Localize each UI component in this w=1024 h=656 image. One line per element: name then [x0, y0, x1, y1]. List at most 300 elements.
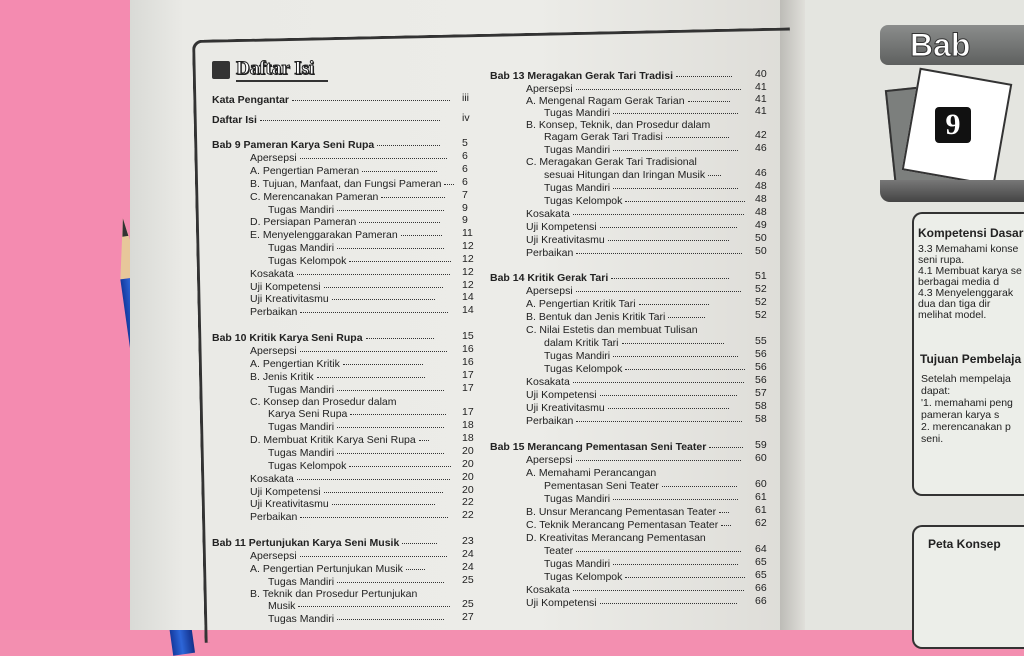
toc-entry-label: Tugas Mandiri [268, 204, 335, 216]
leader-dots [377, 145, 439, 146]
toc-page-number: 61 [755, 504, 767, 516]
toc-entry [268, 421, 444, 433]
toc-title-box [212, 58, 328, 82]
toc-entry-label: dalam Kritik Tari [544, 337, 619, 349]
toc-title: Daftar Isi [236, 58, 328, 82]
toc-page-number: 14 [462, 304, 474, 316]
leader-dots [292, 100, 450, 101]
leader-dots [350, 414, 446, 415]
toc-entry-label: D. Persiapan Pameran [250, 216, 357, 228]
toc-entry-label: Daftar Isi [212, 114, 257, 126]
toc-page-number: 61 [755, 491, 767, 503]
leader-dots [613, 188, 738, 189]
box-text-line: 4.3 Menyelenggarak [918, 287, 1014, 299]
toc-page-number: 5 [462, 137, 468, 149]
chapter-header [880, 25, 1020, 205]
leader-dots [297, 274, 450, 275]
pink-background [0, 0, 140, 630]
toc-page-number: 18 [462, 419, 474, 431]
toc-entry-label: Kosakata [526, 584, 570, 596]
toc-entry [250, 511, 448, 523]
toc-entry-label: Apersepsi [250, 152, 297, 164]
toc-entry [250, 588, 417, 600]
toc-entry-label: C. Nilai Estetis dan membuat Tulisan [526, 324, 698, 336]
toc-entry-label: Karya Seni Rupa [268, 408, 348, 420]
toc-page-number: 65 [755, 556, 767, 568]
toc-entry [250, 486, 443, 498]
leader-dots [300, 312, 448, 313]
toc-entry [526, 247, 742, 259]
toc-entry-label: E. Menyelenggarakan Pameran [250, 229, 398, 241]
leader-dots [260, 120, 440, 121]
toc-page-number: 58 [755, 413, 767, 425]
toc-page-number: 12 [462, 253, 474, 265]
toc-entry [526, 119, 710, 131]
leader-dots [300, 517, 448, 518]
toc-entry-label: Bab 15 Merancang Pementasan Seni Teater [490, 441, 707, 453]
toc-entry [526, 467, 656, 479]
toc-page-number: 59 [755, 439, 767, 451]
toc-entry [250, 345, 447, 357]
toc-entry-label: Uji Kompetensi [526, 597, 597, 609]
toc-entry-label: D. Membuat Kritik Karya Seni Rupa [250, 434, 416, 446]
leader-dots [317, 377, 425, 378]
leader-dots [362, 171, 437, 172]
leader-dots [611, 278, 729, 279]
toc-entry-label: C. Merencanakan Pameran [250, 191, 379, 203]
toc-entry [250, 306, 448, 318]
leader-dots [639, 304, 709, 305]
toc-entry-label: Teater [544, 545, 574, 557]
toc-page-number: 24 [462, 561, 474, 573]
toc-entry-label: A. Pengertian Kritik [250, 358, 340, 370]
leader-dots [444, 184, 454, 185]
toc-entry-label: Ragam Gerak Tari Tradisi [544, 131, 663, 143]
chapter-number: 9 [935, 107, 971, 143]
leader-dots [613, 499, 738, 500]
leader-dots [666, 137, 730, 138]
toc-entry-label: Tugas Mandiri [544, 144, 611, 156]
toc-entry [250, 178, 454, 190]
box-text-line: 2. merencanakan p [921, 421, 1011, 433]
leader-dots [332, 299, 435, 300]
toc-entry-label: Apersepsi [526, 285, 573, 297]
leader-dots [381, 197, 445, 198]
toc-entry-label: Apersepsi [250, 550, 297, 562]
toc-entry-label: Tugas Kelompok [544, 195, 623, 207]
toc-page-number: 25 [462, 598, 474, 610]
toc-entry-label: Tugas Kelompok [268, 460, 347, 472]
toc-entry-label: Tugas Mandiri [268, 613, 335, 625]
toc-page-number: 46 [755, 167, 767, 179]
toc-entry [526, 597, 737, 609]
box-text-line: dua dan tiga dir [918, 298, 991, 310]
toc-entry-label: Tugas Mandiri [268, 576, 335, 588]
leader-dots [600, 395, 738, 396]
toc-entry-label: Kata Pengantar [212, 94, 290, 106]
toc-entry [250, 281, 443, 293]
toc-page-number: 48 [755, 206, 767, 218]
toc-page-number: 6 [462, 150, 468, 162]
toc-page-number: 58 [755, 400, 767, 412]
toc-entry [268, 460, 451, 472]
toc-entry [250, 165, 437, 177]
toc-entry [268, 384, 444, 396]
toc-entry [544, 545, 741, 557]
box-text-line: seni rupa. [918, 254, 965, 266]
kompetensi-title: Kompetensi Dasar [918, 226, 1024, 240]
toc-entry [526, 415, 742, 427]
leader-dots [576, 291, 742, 292]
box-text-line: '1. memahami peng [921, 397, 1013, 409]
toc-page-number: iv [462, 112, 470, 124]
leader-dots [332, 504, 435, 505]
leader-dots [406, 569, 425, 570]
toc-page-number: 56 [755, 361, 767, 373]
box-text-line: seni. [921, 433, 944, 445]
leader-dots [576, 89, 742, 90]
toc-page-number: 12 [462, 279, 474, 291]
toc-entry-label: A. Pengertian Kritik Tari [526, 298, 636, 310]
toc-entry [250, 434, 429, 446]
toc-page-number: 48 [755, 180, 767, 192]
leader-dots [600, 603, 738, 604]
leader-dots [613, 356, 738, 357]
toc-entry [212, 139, 440, 151]
toc-entry-label: A. Mengenal Ragam Gerak Tarian [526, 95, 685, 107]
book-icon [212, 61, 230, 79]
leader-dots [298, 606, 450, 607]
leader-dots [402, 543, 436, 544]
toc-page-number: 51 [755, 270, 767, 282]
toc-entry-label: Uji Kreativitasmu [250, 293, 329, 305]
toc-entry [544, 131, 729, 143]
toc-entry-label: C. Meragakan Gerak Tari Tradisional [526, 156, 697, 168]
leader-dots [709, 447, 743, 448]
leader-dots [668, 317, 705, 318]
toc-entry-label: Tugas Mandiri [268, 384, 335, 396]
toc-entry-label: Apersepsi [526, 83, 573, 95]
toc-entry [212, 332, 434, 344]
toc-entry-label: Perbaikan [250, 511, 298, 523]
toc-page-number: 55 [755, 335, 767, 347]
toc-entry [250, 216, 440, 228]
toc-entry [250, 152, 447, 164]
toc-page-number: 49 [755, 219, 767, 231]
toc-entry [526, 285, 741, 297]
leader-dots [719, 512, 729, 513]
toc-page-number: iii [462, 92, 469, 104]
leader-dots [337, 427, 444, 428]
toc-entry-label: B. Tujuan, Manfaat, dan Fungsi Pameran [250, 178, 442, 190]
toc-entry [212, 537, 437, 549]
toc-entry [268, 600, 450, 612]
toc-page-number: 64 [755, 543, 767, 555]
leader-dots [337, 390, 444, 391]
toc-entry [526, 584, 744, 596]
toc-entry [526, 298, 709, 310]
toc-page-number: 52 [755, 309, 767, 321]
toc-page-number: 17 [462, 406, 474, 418]
toc-entry [490, 272, 729, 284]
leader-dots [676, 76, 732, 77]
leader-dots [349, 466, 451, 467]
toc-entry [544, 350, 738, 362]
toc-entry-label: A. Pengertian Pertunjukan Musik [250, 563, 403, 575]
toc-entry [268, 613, 444, 625]
leader-dots [625, 201, 745, 202]
leader-dots [324, 287, 444, 288]
toc-page-number: 20 [462, 484, 474, 496]
toc-entry-label: Perbaikan [526, 247, 574, 259]
toc-entry-label: C. Konsep dan Prosedur dalam [250, 396, 397, 408]
toc-entry [526, 221, 737, 233]
toc-page-number: 20 [462, 471, 474, 483]
leader-dots [337, 582, 444, 583]
toc-page-number: 56 [755, 348, 767, 360]
toc-page-number: 50 [755, 232, 767, 244]
leader-dots [576, 421, 742, 422]
toc-entry-label: Tugas Mandiri [268, 421, 335, 433]
chapter-base [880, 180, 1024, 202]
leader-dots [337, 210, 444, 211]
toc-entry [526, 402, 729, 414]
toc-entry [490, 70, 732, 82]
leader-dots [337, 248, 444, 249]
leader-dots [708, 175, 721, 176]
toc-entry [250, 293, 435, 305]
toc-page-number: 66 [755, 595, 767, 607]
toc-entry-label: Apersepsi [526, 454, 573, 466]
box-text-line: berbagai media d [918, 276, 1000, 288]
toc-page-number: 9 [462, 202, 468, 214]
toc-entry [250, 191, 445, 203]
toc-entry [544, 337, 724, 349]
leader-dots [366, 338, 434, 339]
toc-entry [490, 441, 743, 453]
leader-dots [608, 240, 729, 241]
tujuan-title: Tujuan Pembelaja [920, 352, 1022, 366]
toc-entry [526, 324, 698, 336]
toc-page-number: 27 [462, 611, 474, 623]
toc-page-number: 41 [755, 105, 767, 117]
toc-entry-label: Kosakata [526, 376, 570, 388]
toc-entry [544, 493, 738, 505]
toc-page-number: 17 [462, 369, 474, 381]
toc-page-number: 24 [462, 548, 474, 560]
toc-entry-label: A. Memahami Perancangan [526, 467, 657, 479]
leader-dots [300, 556, 448, 557]
toc-entry [526, 156, 697, 168]
leader-dots [573, 382, 744, 383]
toc-entry-label: Perbaikan [250, 306, 298, 318]
toc-entry-label: Tugas Kelompok [268, 255, 347, 267]
toc-entry [250, 229, 442, 241]
leader-dots [300, 351, 448, 352]
chapter-word: Bab [910, 27, 971, 63]
toc-entry [544, 107, 738, 119]
toc-entry-label: Perbaikan [526, 415, 574, 427]
leader-dots [622, 343, 725, 344]
toc-entry [544, 480, 737, 492]
leader-dots [625, 577, 745, 578]
toc-entry [526, 532, 706, 544]
toc-page-number: 62 [755, 517, 767, 529]
toc-page-number: 48 [755, 193, 767, 205]
leader-dots [613, 564, 738, 565]
leader-dots [337, 619, 444, 620]
toc-page-number: 16 [462, 356, 474, 368]
toc-page-number: 65 [755, 569, 767, 581]
toc-page-number: 20 [462, 458, 474, 470]
toc-entry-label: Bab 11 Pertunjukan Karya Seni Musik [212, 537, 400, 549]
toc-page-number: 41 [755, 93, 767, 105]
toc-entry [268, 408, 446, 420]
toc-page-number: 22 [462, 496, 474, 508]
toc-page-number: 42 [755, 129, 767, 141]
toc-page-number: 6 [462, 163, 468, 175]
toc-entry [544, 182, 738, 194]
toc-entry [268, 255, 451, 267]
toc-entry [268, 204, 444, 216]
leader-dots [401, 235, 442, 236]
toc-entry [250, 550, 447, 562]
toc-entry-label: Uji Kompetensi [250, 486, 321, 498]
toc-entry-label: C. Teknik Merancang Pementasan Teater [526, 519, 719, 531]
toc-entry [268, 576, 444, 588]
toc-entry [544, 169, 721, 181]
toc-entry-label: B. Jenis Kritik [250, 371, 314, 383]
toc-entry [526, 519, 731, 531]
leader-dots [576, 253, 742, 254]
toc-entry-label: Tugas Mandiri [544, 107, 611, 119]
toc-entry-label: Uji Kompetensi [526, 221, 597, 233]
toc-entry-label: Tugas Mandiri [268, 242, 335, 254]
toc-entry [526, 83, 741, 95]
toc-page-number: 66 [755, 582, 767, 594]
peta-title: Peta Konsep [928, 537, 1001, 551]
toc-entry-label: Bab 10 Kritik Karya Seni Rupa [212, 332, 363, 344]
toc-page-number: 18 [462, 432, 474, 444]
toc-page-number: 40 [755, 68, 767, 80]
box-text-line: dapat: [921, 385, 951, 397]
leader-dots [600, 227, 738, 228]
leader-dots [688, 101, 730, 102]
box-text-line: 3.3 Memahami konse [918, 243, 1019, 255]
leader-dots [613, 113, 738, 114]
toc-entry [544, 363, 745, 375]
leader-dots [613, 150, 738, 151]
leader-dots [337, 453, 444, 454]
box-text-line: pameran karya s [921, 409, 1000, 421]
toc-entry-label: Tugas Mandiri [544, 350, 611, 362]
toc-entry-label: B. Konsep, Teknik, dan Prosedur dalam [526, 119, 711, 131]
toc-page-number: 52 [755, 283, 767, 295]
toc-entry [526, 376, 744, 388]
toc-entry-label: Tugas Mandiri [544, 493, 611, 505]
toc-entry-label: D. Kreativitas Merancang Pementasan [526, 532, 706, 544]
toc-entry [250, 563, 425, 575]
toc-entry [212, 94, 450, 106]
leader-dots [297, 479, 450, 480]
toc-entry-label: Pementasan Seni Teater [544, 480, 659, 492]
toc-entry-label: Uji Kompetensi [526, 389, 597, 401]
toc-entry-label: Kosakata [250, 473, 294, 485]
toc-page-number: 50 [755, 245, 767, 257]
toc-entry-label: B. Bentuk dan Jenis Kritik Tari [526, 311, 666, 323]
toc-entry-label: Apersepsi [250, 345, 297, 357]
toc-entry [544, 571, 745, 583]
toc-entry [268, 447, 444, 459]
toc-entry [212, 114, 440, 126]
toc-entry [526, 234, 729, 246]
toc-entry [250, 498, 435, 510]
toc-entry [526, 506, 729, 518]
toc-page-number: 16 [462, 343, 474, 355]
toc-page-number: 11 [462, 227, 473, 239]
box-text-line: Setelah mempelaja [921, 373, 1011, 385]
toc-page-number: 14 [462, 291, 474, 303]
toc-entry-label: Tugas Mandiri [544, 558, 611, 570]
toc-page-number: 41 [755, 81, 767, 93]
toc-page-number: 15 [462, 330, 474, 342]
toc-entry-label: Tugas Mandiri [268, 447, 335, 459]
toc-page-number: 9 [462, 214, 468, 226]
leader-dots [662, 486, 737, 487]
toc-entry-label: B. Teknik dan Prosedur Pertunjukan [250, 588, 418, 600]
toc-entry-label: sesuai Hitungan dan Iringan Musik [544, 169, 706, 181]
toc-entry [250, 371, 425, 383]
toc-entry-label: A. Pengertian Pameran [250, 165, 360, 177]
toc-entry-label: B. Unsur Merancang Pementasan Teater [526, 506, 717, 518]
toc-entry [526, 208, 744, 220]
toc-entry-label: Bab 13 Meragakan Gerak Tari Tradisi [490, 70, 674, 82]
toc-page-number: 23 [462, 535, 474, 547]
toc-page-number: 60 [755, 452, 767, 464]
leader-dots [573, 214, 744, 215]
toc-entry-label: Musik [268, 600, 296, 612]
toc-entry-label: Bab 9 Pameran Karya Seni Rupa [212, 139, 375, 151]
toc-page-number: 56 [755, 374, 767, 386]
toc-page-number: 60 [755, 478, 767, 490]
toc-page-number: 57 [755, 387, 767, 399]
toc-entry [250, 358, 423, 370]
toc-entry [526, 454, 741, 466]
leader-dots [324, 492, 444, 493]
toc-entry-label: Bab 14 Kritik Gerak Tari [490, 272, 609, 284]
toc-entry-label: Uji Kreativitasmu [526, 402, 605, 414]
toc-entry-label: Tugas Kelompok [544, 363, 623, 375]
toc-entry-label: Uji Kreativitasmu [526, 234, 605, 246]
toc-entry-label: Uji Kreativitasmu [250, 498, 329, 510]
toc-entry-label: Kosakata [526, 208, 570, 220]
toc-entry [250, 396, 397, 408]
toc-entry [526, 389, 737, 401]
toc-page-number: 17 [462, 382, 474, 394]
leader-dots [419, 440, 429, 441]
toc-entry [544, 195, 745, 207]
leader-dots [576, 460, 742, 461]
toc-page-number: 12 [462, 240, 474, 252]
toc-entry [544, 558, 738, 570]
toc-entry-label: Tugas Kelompok [544, 571, 623, 583]
toc-page-number: 12 [462, 266, 474, 278]
leader-dots [349, 261, 451, 262]
leader-dots [343, 364, 423, 365]
toc-entry-label: Tugas Mandiri [544, 182, 611, 194]
leader-dots [608, 408, 729, 409]
leader-dots [359, 222, 439, 223]
